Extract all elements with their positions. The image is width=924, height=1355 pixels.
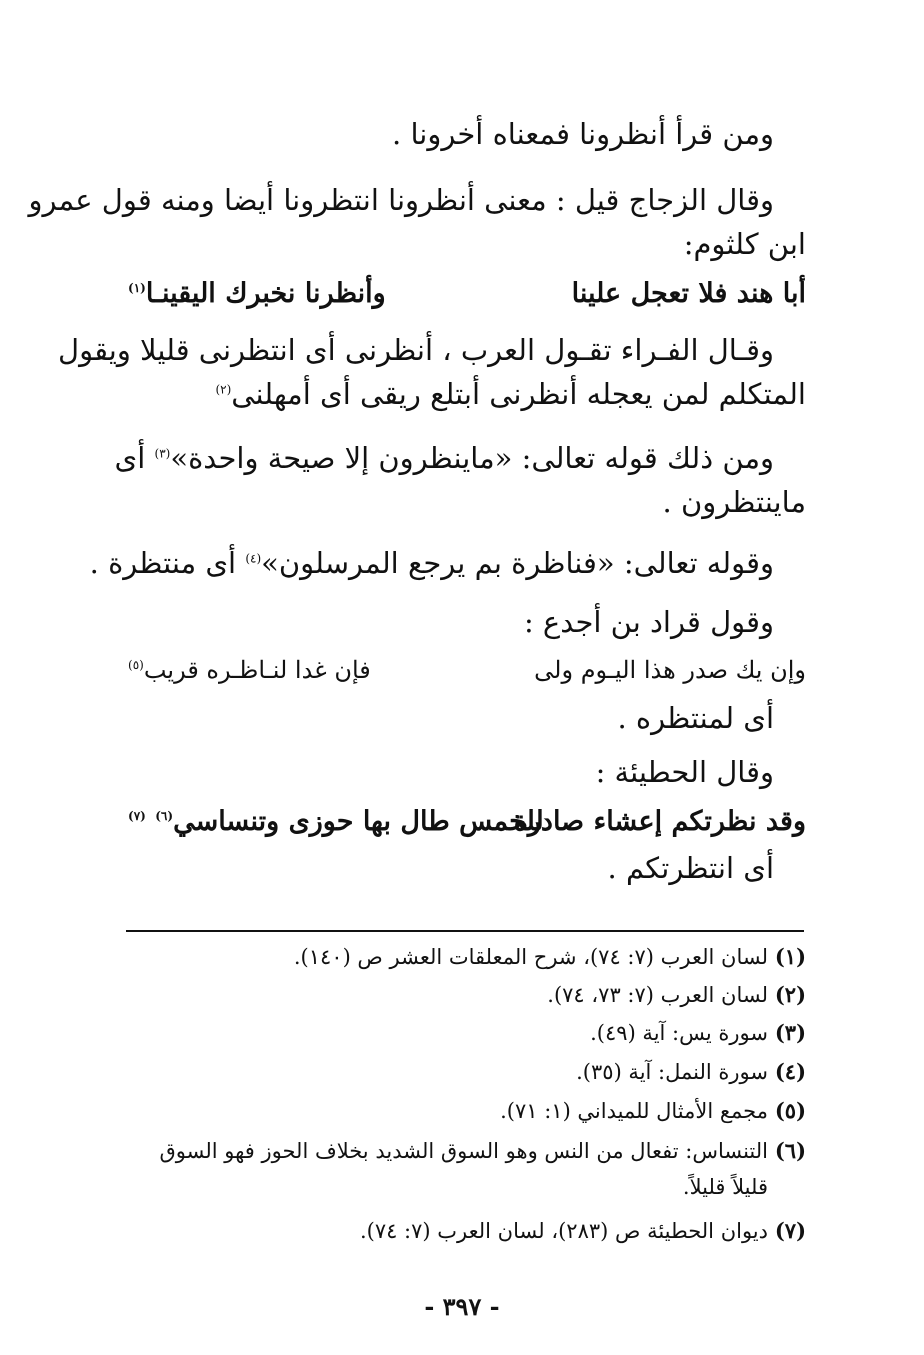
verse-3-second-hemistich: للخمس طال بها حوزى وتنساسي$^{(٦)}$ $^{(٧)}$: [128, 806, 544, 837]
paragraph-2-line-1: وقال الزجاج قيل : معنى أنظرونا انتظرونا أيضا ومنه قول عمرو: [28, 183, 774, 217]
paragraph-6: وقول قراد بن أجدع :: [523, 605, 774, 639]
verse-2-second-hemistich: فإن غدا لنـاظـره قريب$^{(٥)}$: [128, 656, 371, 684]
footnote-1: (١)لسان العرب (٧: ٧٤)، شرح المعلقات العشر ص (١٤٠).: [293, 944, 806, 969]
verse-3: [128, 800, 806, 844]
footnote-ref-7: (٧): [128, 809, 146, 823]
page-number: - ٣٩٧ -: [424, 1292, 500, 1321]
verse-1: [128, 272, 806, 316]
footnote-ref-3: (٣): [154, 446, 171, 461]
footnote-separator: [126, 930, 804, 932]
paragraph-2-line-2: ابن كلثوم:: [683, 227, 806, 261]
footnote-ref-6: (٦): [155, 809, 174, 823]
verse-2: [128, 648, 806, 692]
paragraph-4-line-2: ماينتظرون .: [662, 485, 806, 519]
footnote-3: (٣)سورة يس: آية (٤٩).: [590, 1020, 806, 1045]
paragraph-8: وقال الحطيئة :: [595, 755, 774, 789]
verse-2-first-hemistich: وإن يك صدر هذا اليـوم ولى: [534, 656, 806, 684]
footnote-4: (٤)سورة النمل: آية (٣٥).: [576, 1059, 806, 1084]
paragraph-1: ومن قرأ أنظرونا فمعناه أخرونا .: [392, 117, 774, 151]
footnote-ref-2: (٢): [215, 382, 232, 397]
footnote-5: (٥)مجمع الأمثال للميداني (١: ٧١).: [500, 1098, 806, 1123]
paragraph-4-line-1: ومن ذلك قوله تعالى: «ماينظرون إلا صيحة واحدة»$^{(٣)}$ أى: [114, 441, 774, 475]
paragraph-7: أى لمنتظره .: [617, 701, 774, 735]
footnote-2: (٢)لسان العرب (٧: ٧٣، ٧٤).: [547, 982, 806, 1007]
verse-3-first-hemistich: وقد نظرتكم إعشاء صادرة: [513, 806, 806, 837]
footnote-7: (٧)ديوان الحطيئة ص (٢٨٣)، لسان العرب (٧: ٧٤).: [359, 1218, 806, 1243]
verse-1-first-hemistich: أبا هند فلا تعجل علينا: [571, 278, 806, 309]
paragraph-3-line-1: وقـال الفـراء تقـول العرب ، أنظرنى أى انتظرنى قليلا ويقول: [58, 333, 774, 367]
verse-1-second-hemistich: وأنظرنا نخبرك اليقينـا$^{(١)}$: [128, 278, 386, 309]
paragraph-5: وقوله تعالى: «فناظرة بم يرجع المرسلون»$^{(٤)}$ أى منتظرة .: [89, 546, 774, 580]
paragraph-9: أى انتظرتكم .: [607, 851, 774, 885]
footnote-ref-4: (٤): [245, 551, 262, 566]
footnote-ref-1: (١): [128, 281, 146, 295]
paragraph-3-line-2: المتكلم لمن يعجله أنظرنى أبتلع ريقى أى أمهلنى$^{(٢)}$: [215, 377, 806, 411]
footnote-6: (٦)التنساس: تفعال من النس وهو السوق الشديد بخلاف الحوز فهو السوق: [159, 1138, 806, 1163]
footnote-6-continuation: قليلاً قليلاً.: [682, 1175, 768, 1199]
footnote-ref-5: (٥): [128, 658, 144, 672]
